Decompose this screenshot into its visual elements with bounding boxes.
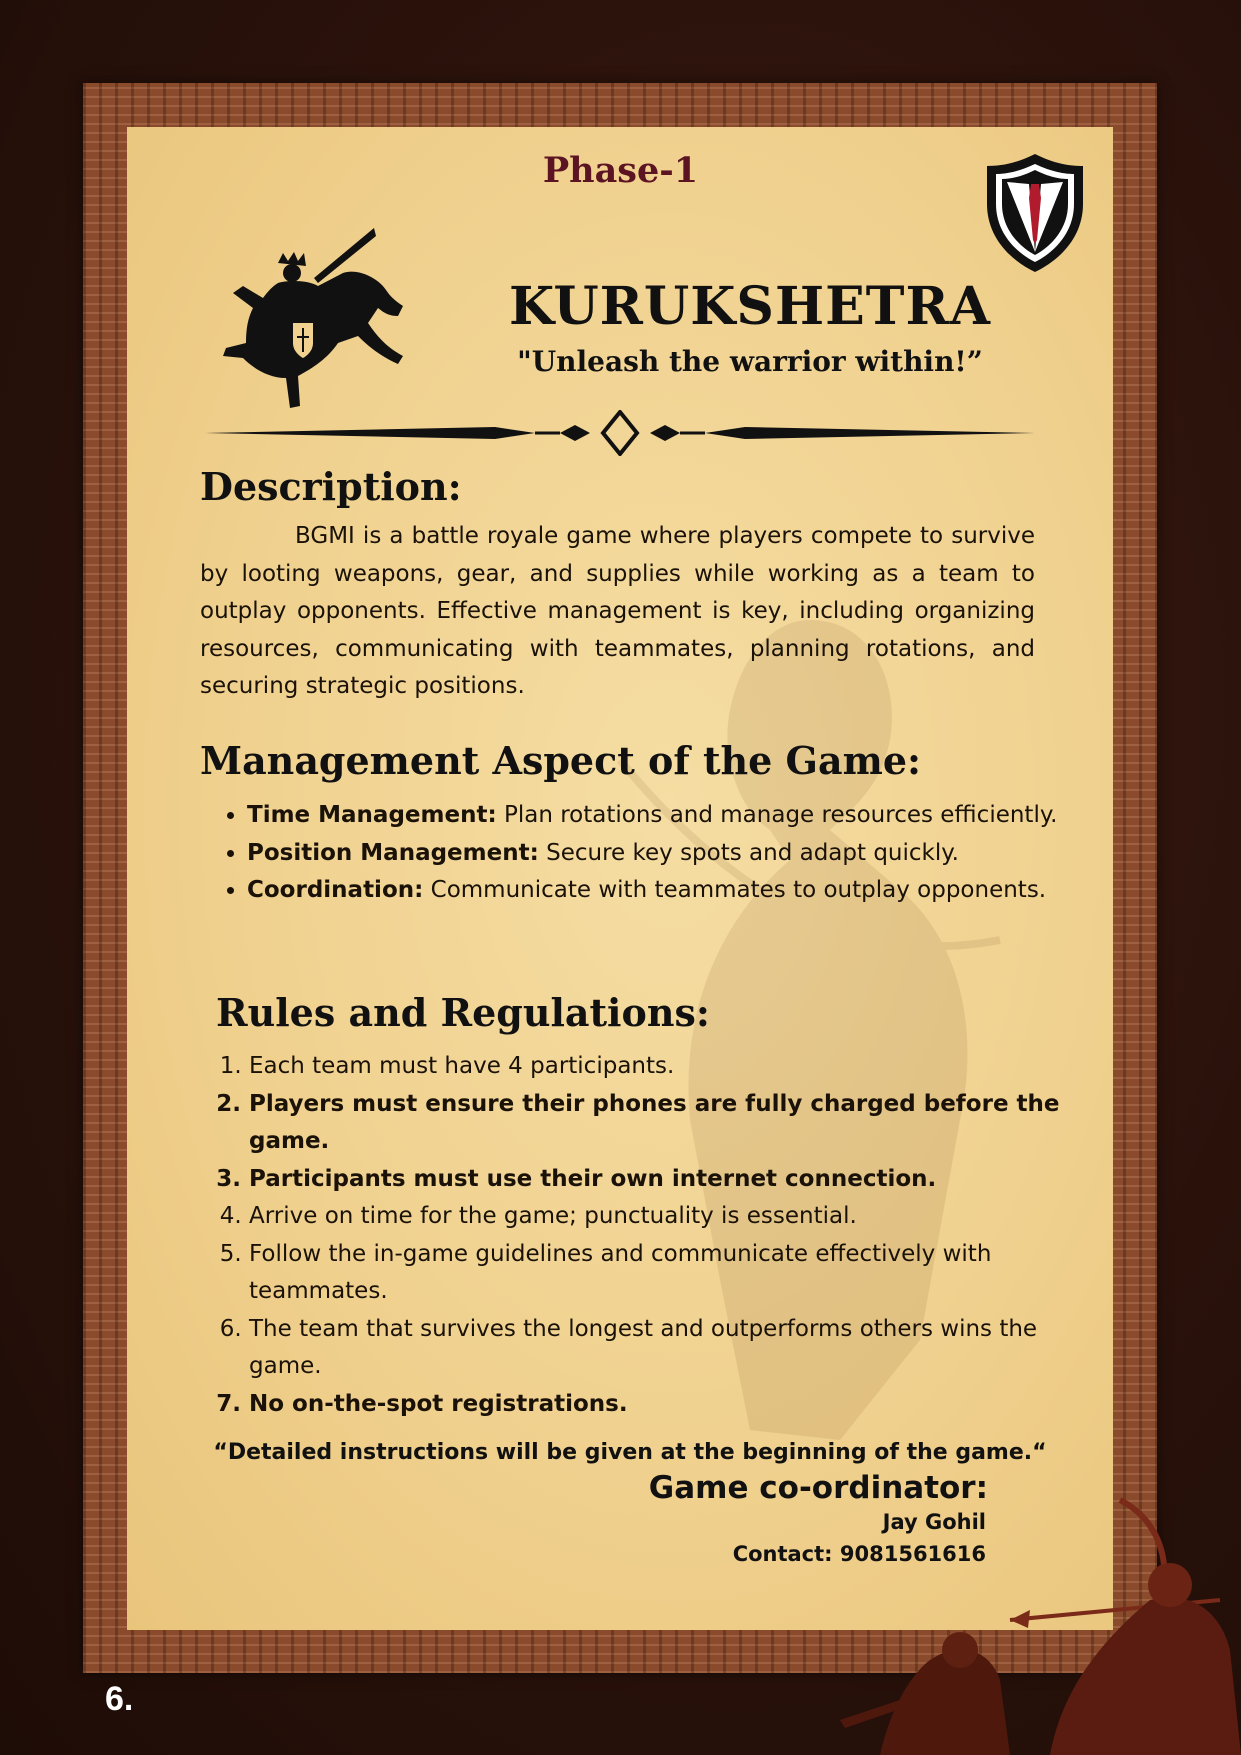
- ornamental-divider-icon: [205, 410, 1035, 456]
- phase-title: Phase-1: [542, 150, 699, 191]
- item-text: Secure key spots and adapt quickly.: [538, 839, 959, 866]
- event-tagline: "Unleash the warrior within!”: [517, 345, 983, 378]
- description-text: BGMI is a battle royale game where players compete to survive by looting weapons, gear, and supplies while working as a team to outplay opponents. Effective management is key, including organizing resources, communicating with teammates, planning rotations, and securing strategic positions.: [200, 523, 1035, 699]
- description-heading: Description:: [200, 464, 462, 509]
- item-label: Position Management:: [247, 839, 539, 866]
- rule-item: 1. Each team must have 4 participants.: [249, 1048, 1070, 1086]
- item-text: Plan rotations and manage resources efficiently.: [496, 802, 1058, 828]
- instructions-note: “Detailed instructions will be given at the beginning of the game.“: [213, 1440, 1047, 1465]
- list-item: [247, 835, 1068, 873]
- rule-item: 5. Follow the in-game guidelines and communicate effectively with teammates.: [249, 1236, 1070, 1311]
- list-item: [247, 872, 1068, 910]
- event-title: KURUKSHETRA: [508, 276, 992, 337]
- item-text: Communicate with teammates to outplay opponents.: [423, 877, 1047, 903]
- management-heading: Management Aspect of the Game:: [200, 738, 922, 783]
- coordinator-contact: Contact: 9081561616: [732, 1542, 986, 1566]
- rule-item: 4. Arrive on time for the game; punctuality is essential.: [249, 1198, 1070, 1236]
- horse-knight-icon: [218, 228, 423, 413]
- rule-item: 7. No on-the-spot registrations.: [249, 1386, 1070, 1424]
- item-label: Coordination:: [247, 877, 424, 903]
- item-label: Time Management:: [247, 802, 497, 828]
- archer-warriors-illustration: [820, 1490, 1241, 1755]
- list-item: [247, 797, 1068, 835]
- coordinator-label: Game co-ordinator:: [648, 1470, 988, 1506]
- coordinator-name: Jay Gohil: [882, 1510, 986, 1534]
- rules-list: [214, 1048, 1070, 1423]
- rule-item: 3. Participants must use their own internet connection.: [249, 1161, 1070, 1199]
- rule-item: 2. Players must ensure their phones are fully charged before the game.: [249, 1086, 1070, 1161]
- management-list: [214, 797, 1068, 910]
- rules-heading: Rules and Regulations:: [216, 990, 710, 1035]
- shield-logo-icon: [985, 152, 1085, 274]
- page-number: 6.: [105, 1680, 134, 1718]
- rule-item: 6. The team that survives the longest and outperforms others wins the game.: [249, 1311, 1070, 1386]
